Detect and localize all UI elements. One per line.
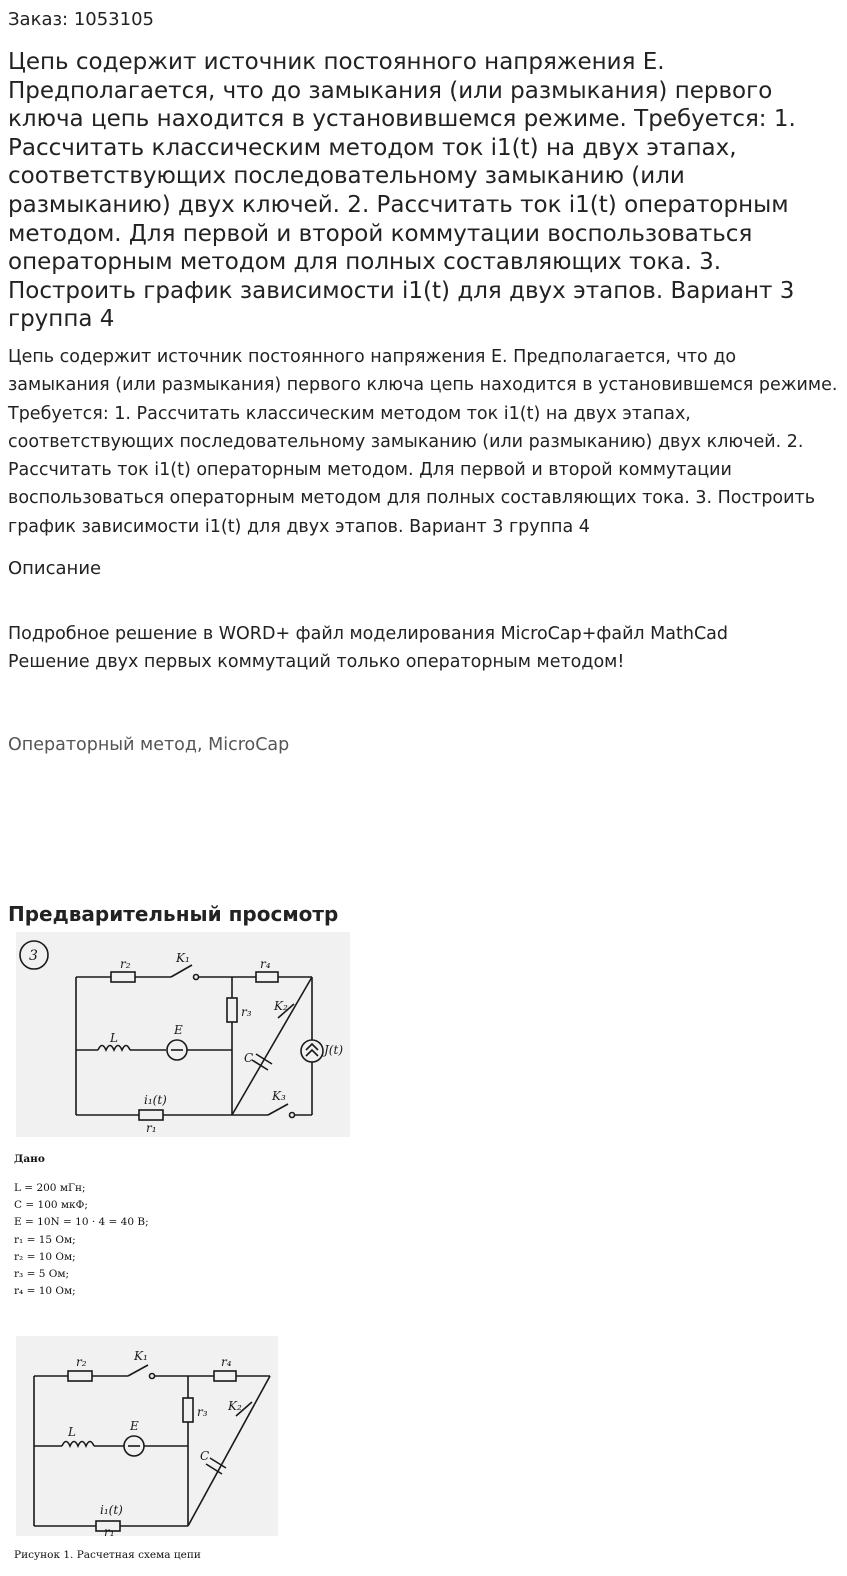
label-k1: K₁ bbox=[176, 951, 190, 965]
label-r2: r₂ bbox=[120, 957, 131, 971]
resistor-r2 bbox=[111, 972, 135, 982]
label-k2: K₂ bbox=[274, 999, 288, 1013]
given-title: Дано bbox=[14, 1153, 45, 1165]
label-i1-fig2: i₁(t) bbox=[100, 1503, 123, 1517]
resistor-r3-fig2 bbox=[183, 1398, 193, 1422]
description-body bbox=[8, 620, 728, 676]
label-r2-fig2: r₂ bbox=[76, 1355, 87, 1369]
circuit-figure-2-svg bbox=[16, 1336, 278, 1536]
resistor-r1 bbox=[139, 1110, 163, 1120]
resistor-r4-fig2 bbox=[214, 1371, 236, 1381]
capacitor-c-plate-a bbox=[252, 1060, 268, 1070]
problem-lead: Цепь содержит источник постоянного напряжения E. Предполагается, что до замыкания (или размыкания) первого ключа цепь находится в установившемся режиме. Требуется: 1. Рассчитать классическим методом ток i1(t) на двух этапах, соответствующих последовательному замыканию (или размыканию) двух ключей. 2. Рассчитать ток i1(t) операторным методом. Для первой и второй коммутации воспользоваться операторным методом для полных составляющих тока. 3. Построить график зависимости i1(t) для двух этапов. Вариант 3 группа 4 bbox=[8, 347, 838, 537]
inductor-l bbox=[98, 1046, 130, 1051]
circuit-figure-1-svg bbox=[16, 932, 350, 1137]
resistor-r2-fig2 bbox=[68, 1371, 92, 1381]
resistor-r3 bbox=[227, 998, 237, 1022]
given-value-c: C = 100 мкФ; bbox=[14, 1199, 88, 1212]
label-c-fig2: C bbox=[200, 1449, 210, 1463]
preview-heading: Предварительный просмотр bbox=[8, 902, 339, 926]
figure-caption: Рисунок 1. Расчетная схема цепи bbox=[14, 1549, 201, 1561]
label-l-fig2: L bbox=[68, 1425, 76, 1439]
label-k2-fig2: K₂ bbox=[228, 1399, 242, 1413]
label-r4: r₄ bbox=[260, 957, 271, 971]
given-data bbox=[14, 1151, 149, 1300]
label-r4-fig2: r₄ bbox=[221, 1355, 232, 1369]
description-heading: Описание bbox=[8, 558, 102, 579]
label-k3: K₃ bbox=[272, 1089, 286, 1103]
label-c: C bbox=[244, 1051, 254, 1065]
label-r3: r₃ bbox=[241, 1005, 252, 1019]
label-i1: i₁(t) bbox=[144, 1093, 167, 1107]
switch-k1-fig2 bbox=[128, 1365, 148, 1376]
capacitor-c-plate-b bbox=[256, 1054, 272, 1064]
switch-k1 bbox=[171, 965, 192, 977]
circuit-figure-2 bbox=[16, 1336, 278, 1536]
label-l: L bbox=[110, 1031, 118, 1045]
given-value-r2: r₂ = 10 Ом; bbox=[14, 1250, 76, 1263]
given-value-r3: r₃ = 5 Ом; bbox=[14, 1268, 70, 1281]
circuit-figure-1 bbox=[16, 932, 350, 1137]
given-values bbox=[14, 1180, 149, 1300]
given-value-e: E = 10N = 10 · 4 = 40 В; bbox=[14, 1216, 149, 1229]
description-line-2: Решение двух первых коммутаций только операторным методом! bbox=[8, 652, 625, 672]
label-e: E bbox=[174, 1023, 183, 1037]
description-line-1: Подробное решение в WORD+ файл моделирования MicroCap+файл MathCad bbox=[8, 624, 729, 644]
given-value-l: L = 200 мГн; bbox=[14, 1182, 86, 1194]
inductor-l-fig2 bbox=[62, 1442, 94, 1447]
label-r3-fig2: r₃ bbox=[197, 1405, 208, 1419]
label-j: J(t) bbox=[324, 1043, 343, 1057]
label-e-fig2: E bbox=[130, 1419, 139, 1433]
description-tags[interactable]: Операторный метод, MicroCap bbox=[8, 735, 290, 755]
label-k1-fig2: K₁ bbox=[134, 1349, 148, 1363]
switch-k3 bbox=[268, 1104, 288, 1115]
label-r1: r₁ bbox=[146, 1121, 157, 1135]
resistor-r4 bbox=[256, 972, 278, 982]
order-number: Заказ: 1053105 bbox=[8, 9, 154, 30]
variant-number: 3 bbox=[29, 948, 38, 964]
label-r1-fig2: r₁ bbox=[104, 1525, 115, 1536]
given-value-r1: r₁ = 15 Ом; bbox=[14, 1233, 76, 1246]
given-value-r4: r₄ = 10 Ом; bbox=[14, 1285, 76, 1298]
problem-title: Цепь содержит источник постоянного напряжения E. Предполагается, что до замыкания (или размыкания) первого ключа цепь находится в установившемся режиме. Требуется: 1. Рассчитать классическим методом ток i1(t) на двух этапах, соответствующих последовательному замыканию (или размыканию) двух ключей. 2. Рассчитать ток i1(t) операторным методом. Для первой и второй коммутации воспользоваться операторным методом для полных составляющих тока. 3. Построить график зависимости i1(t) для двух этапов. Вариант 3 группа 4 bbox=[8, 49, 796, 333]
